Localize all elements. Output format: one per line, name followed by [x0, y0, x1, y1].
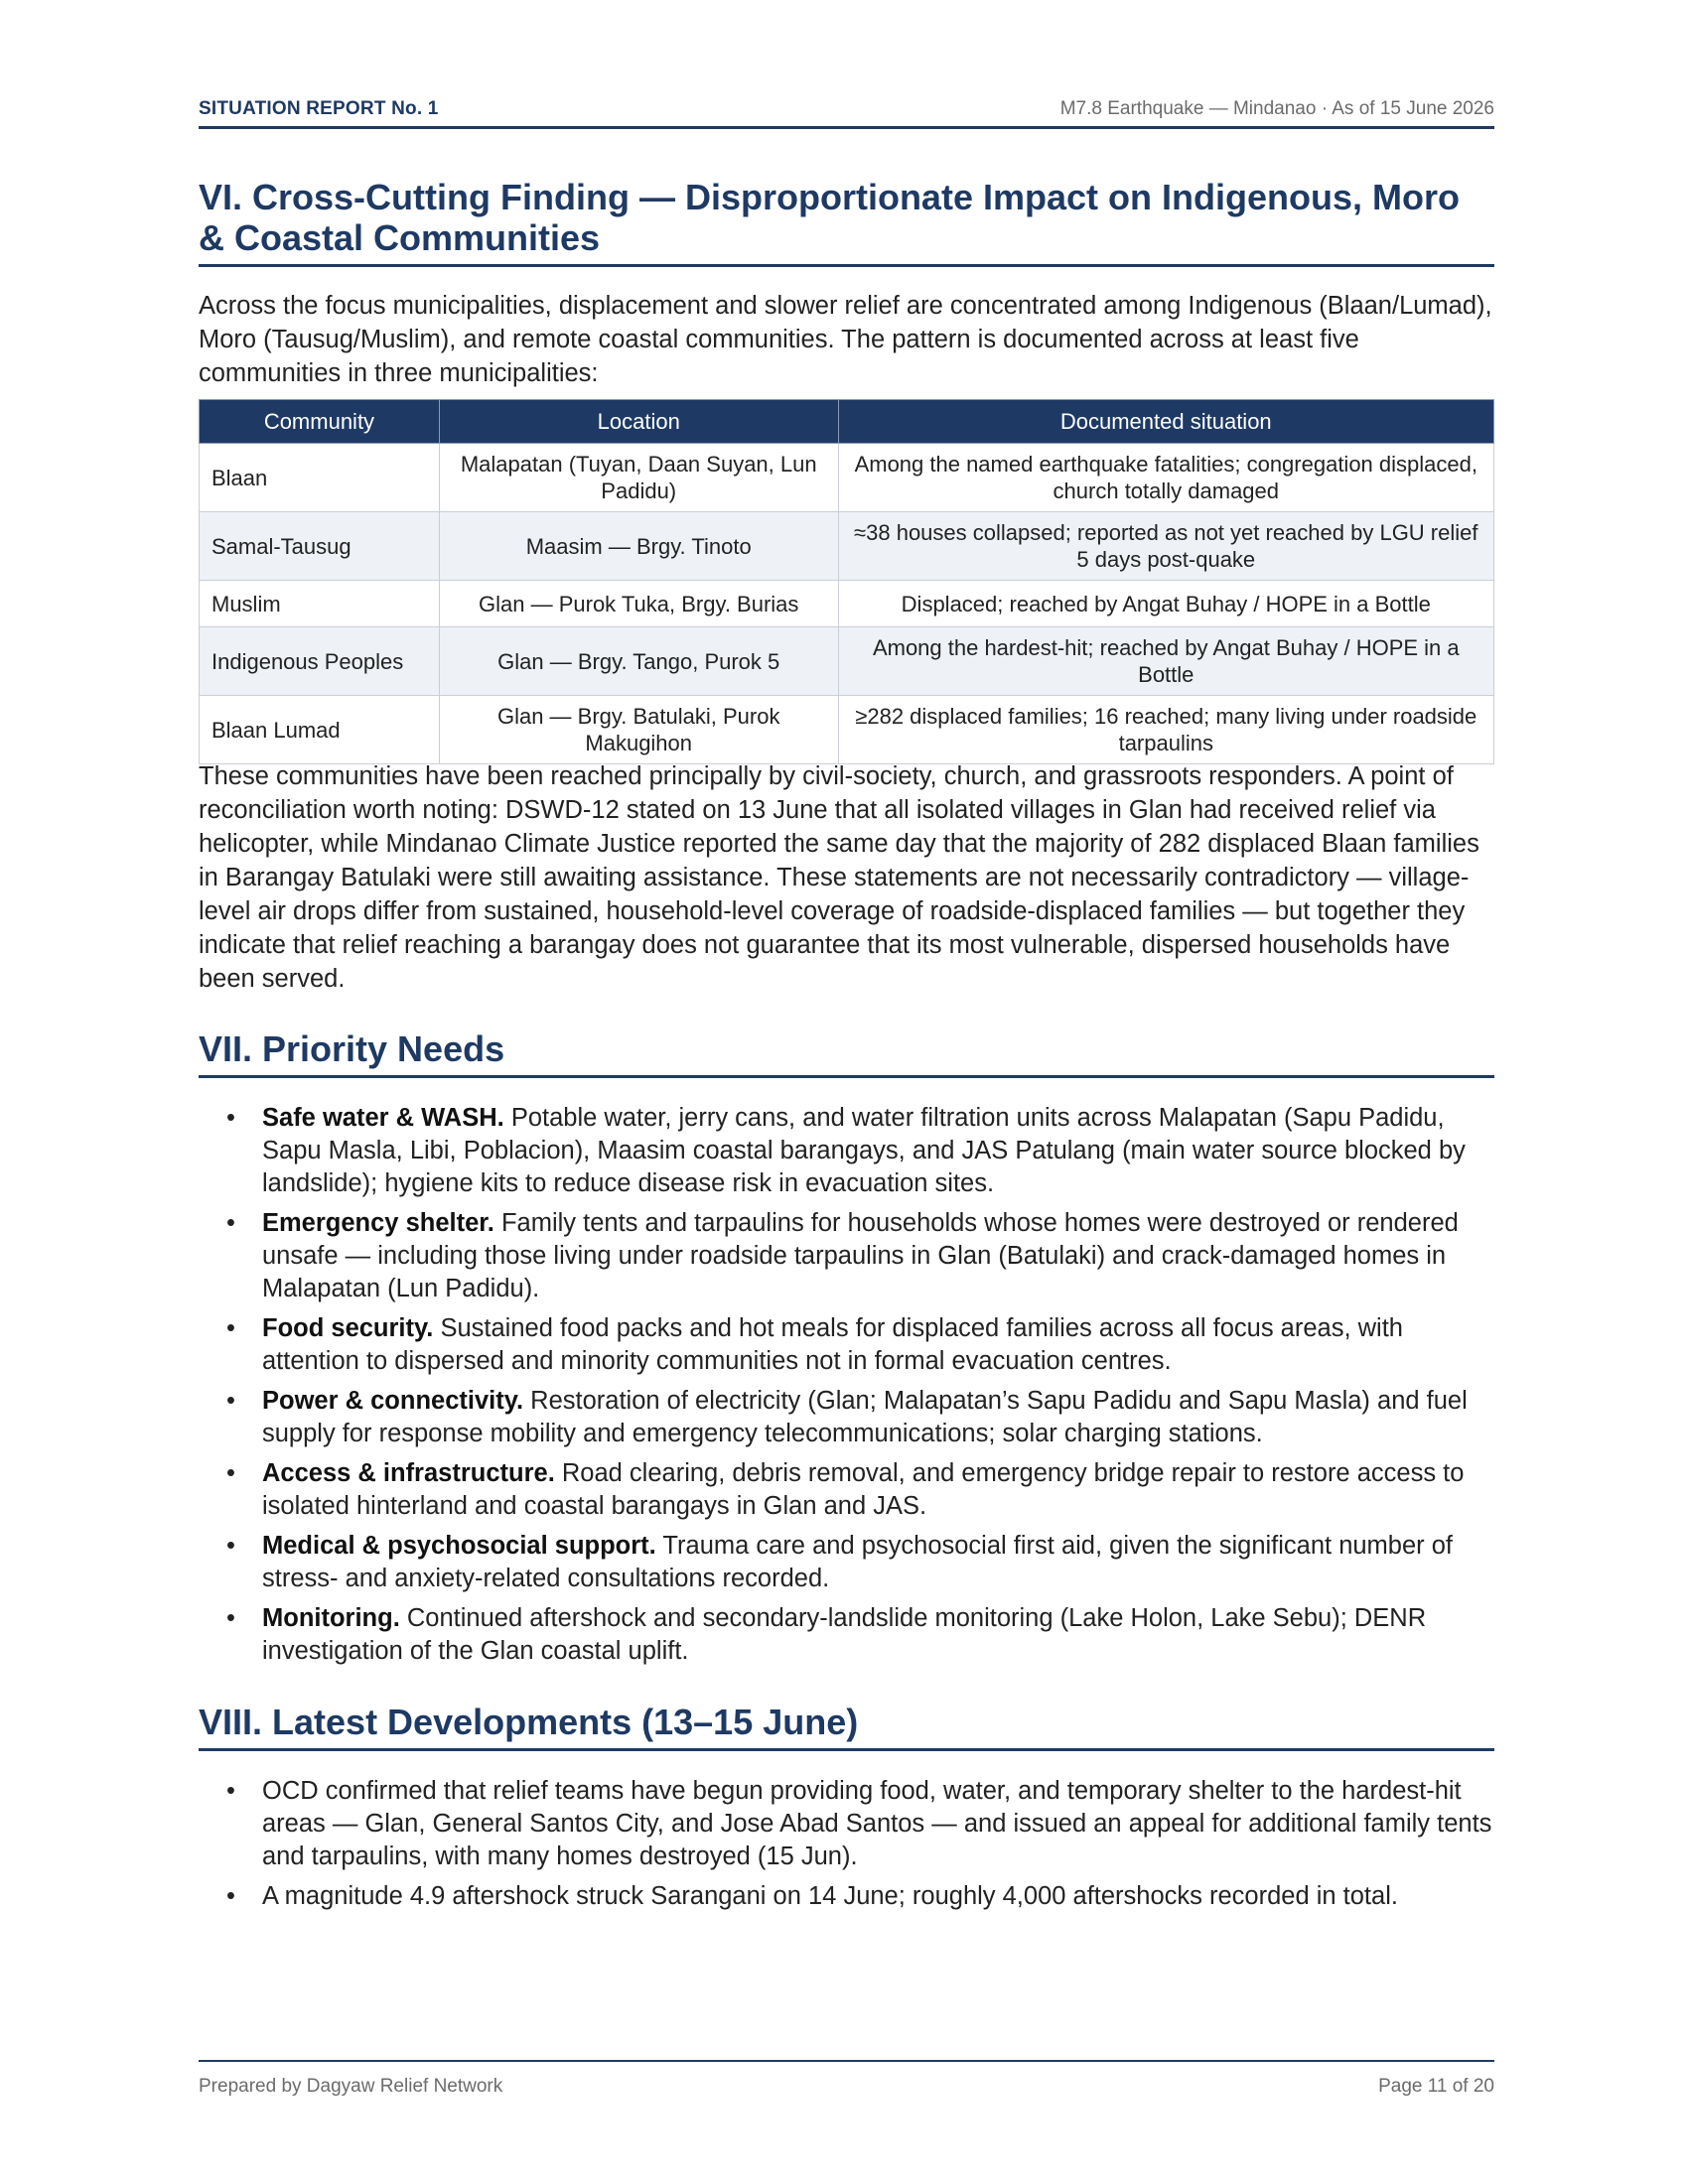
need-title: Monitoring. [262, 1604, 400, 1632]
need-text: Family tents and tarpaulins for households whose homes were destroyed or rendered unsafe — including those living under roadside tarpaulins in Glan (Batulaki) and crack-damaged homes in Malapatan (Lun Padidu). [262, 1209, 1459, 1302]
running-footer [199, 2060, 1494, 2097]
report-label: SITUATION REPORT No. 1 [199, 98, 439, 119]
communities-table [199, 399, 1494, 764]
section-8-heading: VIII. Latest Developments (13–15 June) [199, 1702, 1494, 1751]
situation-cell: Displaced; reached by Angat Buhay / HOPE in a Bottle [838, 581, 1493, 627]
table-row [200, 512, 1494, 581]
document-page [199, 0, 1494, 2184]
need-title: Power & connectivity. [262, 1387, 524, 1415]
community-cell: Muslim [200, 581, 440, 627]
need-title: Emergency shelter. [262, 1209, 494, 1237]
need-title: Access & infrastructure. [262, 1459, 555, 1487]
page-number: Page 11 of 20 [1378, 2076, 1494, 2097]
section-6-intro: Across the focus municipalities, displacement and slower relief are concentrated among Indigenous (Blaan/Lumad), Moro (Tausug/Muslim), and remote coastal communities. The pattern is documented across at least five communities in three municipalities: [199, 292, 1492, 387]
community-cell: Blaan [200, 444, 440, 512]
situation-cell: Among the hardest-hit; reached by Angat Buhay / HOPE in a Bottle [838, 627, 1493, 696]
list-item [199, 1602, 1494, 1668]
need-text: Sustained food packs and hot meals for displaced families across all focus areas, with attention to dispersed and minority communities not in formal evacuation centres. [262, 1314, 1403, 1375]
situation-cell: ≈38 houses collapsed; reported as not yet reached by LGU relief 5 days post-quake [838, 512, 1493, 581]
community-cell: Blaan Lumad [200, 696, 440, 764]
list-item [199, 1312, 1494, 1378]
table-row [200, 581, 1494, 627]
column-header-situation: Documented situation [838, 400, 1493, 444]
column-header-community: Community [200, 400, 440, 444]
table-row [200, 444, 1494, 512]
section-6-heading: VI. Cross-Cutting Finding — Disproportionate Impact on Indigenous, Moro & Coastal Communities [199, 177, 1494, 267]
community-cell: Indigenous Peoples [200, 627, 440, 696]
need-title: Food security. [262, 1314, 434, 1342]
section-7-heading: VII. Priority Needs [199, 1028, 1494, 1078]
situation-cell: ≥282 displaced families; 16 reached; many living under roadside tarpaulins [838, 696, 1493, 764]
need-text: Restoration of electricity (Glan; Malapatan’s Sapu Padidu and Sapu Masla) and fuel supply for response mobility and emergency telecommunications; solar charging stations. [262, 1387, 1468, 1447]
list-item [199, 1385, 1494, 1450]
bullet-glyph: • [226, 1104, 235, 1132]
list-item [199, 1530, 1494, 1595]
column-header-location: Location [439, 400, 838, 444]
list-item [199, 1102, 1494, 1200]
list-item [199, 1457, 1494, 1523]
need-text: Road clearing, debris removal, and emergency bridge repair to restore access to isolated hinterland and coastal barangays in Glan and JAS. [262, 1459, 1465, 1520]
bullet-glyph: • [226, 1532, 235, 1560]
prepared-by: Prepared by Dagyaw Relief Network [199, 2076, 503, 2097]
development-text: OCD confirmed that relief teams have begun providing food, water, and temporary shelter to the hardest-hit areas — Glan, General Santos City, and Jose Abad Santos — and issued an appeal for additional family tents and tarpaulins, with many homes destroyed (15 Jun). [262, 1777, 1492, 1870]
community-cell: Samal-Tausug [200, 512, 440, 581]
list-item [199, 1880, 1494, 1913]
list-item [199, 1775, 1494, 1873]
bullet-glyph: • [226, 1604, 235, 1632]
running-header [199, 96, 1494, 129]
development-text: A magnitude 4.9 aftershock struck Sarangani on 14 June; roughly 4,000 aftershocks recorded in total. [262, 1882, 1398, 1910]
bullet-glyph: • [226, 1777, 235, 1805]
need-text: Continued aftershock and secondary-landslide monitoring (Lake Holon, Lake Sebu); DENR investigation of the Glan coastal uplift. [262, 1604, 1427, 1665]
table-row [200, 627, 1494, 696]
priority-needs-list [199, 1102, 1494, 1675]
location-cell: Malapatan (Tuyan, Daan Suyan, Lun Padidu) [439, 444, 838, 512]
location-cell: Maasim — Brgy. Tinoto [439, 512, 838, 581]
list-item [199, 1207, 1494, 1305]
latest-developments-list [199, 1775, 1494, 1920]
section-6-analysis: These communities have been reached principally by civil-society, church, and grassroots responders. A point of reconciliation worth noting: DSWD-12 stated on 13 June that all isolated villages in Glan had received relief via helicopter, while Mindanao Climate Justice reported the same day that the majority of 282 displaced Blaan families in Barangay Batulaki were still awaiting assistance. These statements are not necessarily contradictory — village-level air drops differ from sustained, household-level coverage of roadside-displaced families — but together they indicate that relief reaching a barangay does not guarantee that its most vulnerable, dispersed households have been served. [199, 762, 1479, 993]
table-row [200, 696, 1494, 764]
location-cell: Glan — Brgy. Tango, Purok 5 [439, 627, 838, 696]
need-text: Trauma care and psychosocial first aid, given the significant number of stress- and anxiety-related consultations recorded. [262, 1532, 1454, 1592]
location-cell: Glan — Brgy. Batulaki, Purok Makugihon [439, 696, 838, 764]
bullet-glyph: • [226, 1459, 235, 1487]
need-title: Safe water & WASH. [262, 1104, 504, 1132]
bullet-glyph: • [226, 1387, 235, 1415]
need-title: Medical & psychosocial support. [262, 1532, 656, 1560]
need-text: Potable water, jerry cans, and water filtration units across Malapatan (Sapu Padidu, Sapu Masla, Libi, Poblacion), Maasim coastal barangays, and JAS Patulang (main water source blocked by landslide); hygiene kits to reduce disease risk in evacuation sites. [262, 1104, 1466, 1197]
bullet-glyph: • [226, 1314, 235, 1342]
report-context: M7.8 Earthquake — Mindanao · As of 15 June 2026 [1059, 98, 1494, 119]
situation-cell: Among the named earthquake fatalities; congregation displaced, church totally damaged [838, 444, 1493, 512]
bullet-glyph: • [226, 1209, 235, 1237]
bullet-glyph: • [226, 1882, 235, 1910]
table-header-row [200, 400, 1494, 444]
location-cell: Glan — Purok Tuka, Brgy. Burias [439, 581, 838, 627]
